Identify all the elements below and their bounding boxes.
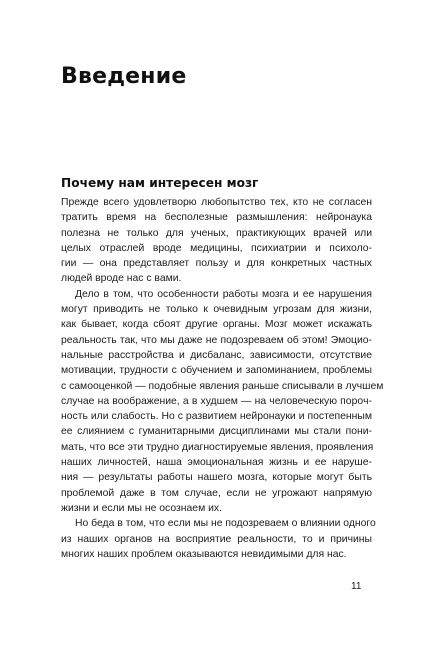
text-line: Прежде всего удовлетворю любопытство тех, кто не согласен [61,197,372,208]
body-text [61,195,384,562]
text-line: как бывает, когда сбоят другие органы. Мозг может искажать [61,319,372,331]
text-line: случае на воображение, а в худшем — на человеческую порoч- [61,395,372,407]
text-line: ния — результаты работы нашего мозга, которые могут быть [61,472,372,484]
text-line: людей вроде нас с вами. [61,273,182,285]
page-number: 11 [351,581,362,592]
text-line: мотивации, трудности с обучением и запоминанием, проблемы [61,365,372,377]
text-line: полезна не только для ученых, практикующих врачей или [61,227,372,239]
paragraph-1 [61,195,372,287]
text-line: проблемой даже в том случае, если не угрожают напрямую [61,487,372,499]
section-heading: Почему нам интересен мозг [61,176,259,190]
paragraph-2 [61,287,384,516]
text-line: из наших органов на восприятие реальности, то и причины [61,533,372,545]
text-line: с самооценкой — подобные явления раньше списывали в лучшем [61,380,384,392]
text-line: ее слиянием с гуманитарными дисциплинами мы стали пони- [61,426,372,438]
paragraph-3 [61,516,376,562]
text-line: тратить время на бесполезные размышления: нейронаука [61,212,372,224]
text-line: Но беда в том, что если мы не подозреваем о влиянии одного [75,518,376,530]
text-line: жизни и если мы не осознаем их. [61,502,222,514]
text-line: мать, что все эти трудно диагностируемые явления, проявления [61,441,374,453]
text-line: реальность так, что мы даже не подозреваем об этом! Эмоцио- [61,334,372,346]
chapter-title: Введение [61,64,187,89]
text-line: ность или слабость. Но с развитием нейронауки и постепенным [61,411,372,423]
text-line: Дело в том, что особенности работы мозга и ее нарушения [75,288,372,300]
text-line: многих наших проблем оказываются невидимыми для нас. [61,548,347,560]
text-line: целых отраслей вроде медицины, психиатрии и психоло- [61,242,372,254]
text-line: гии — она представляет пользу и для конкретных частных [61,258,372,270]
text-line: наших личностей, наша эмоциональная жизнь и ее наруше- [61,457,372,469]
text-line: могут приводить не только к очевидным угрозам для жизни, [61,304,372,316]
text-line: нальные расстройства и дисбаланс, зависимости, отсутствие [61,349,372,361]
